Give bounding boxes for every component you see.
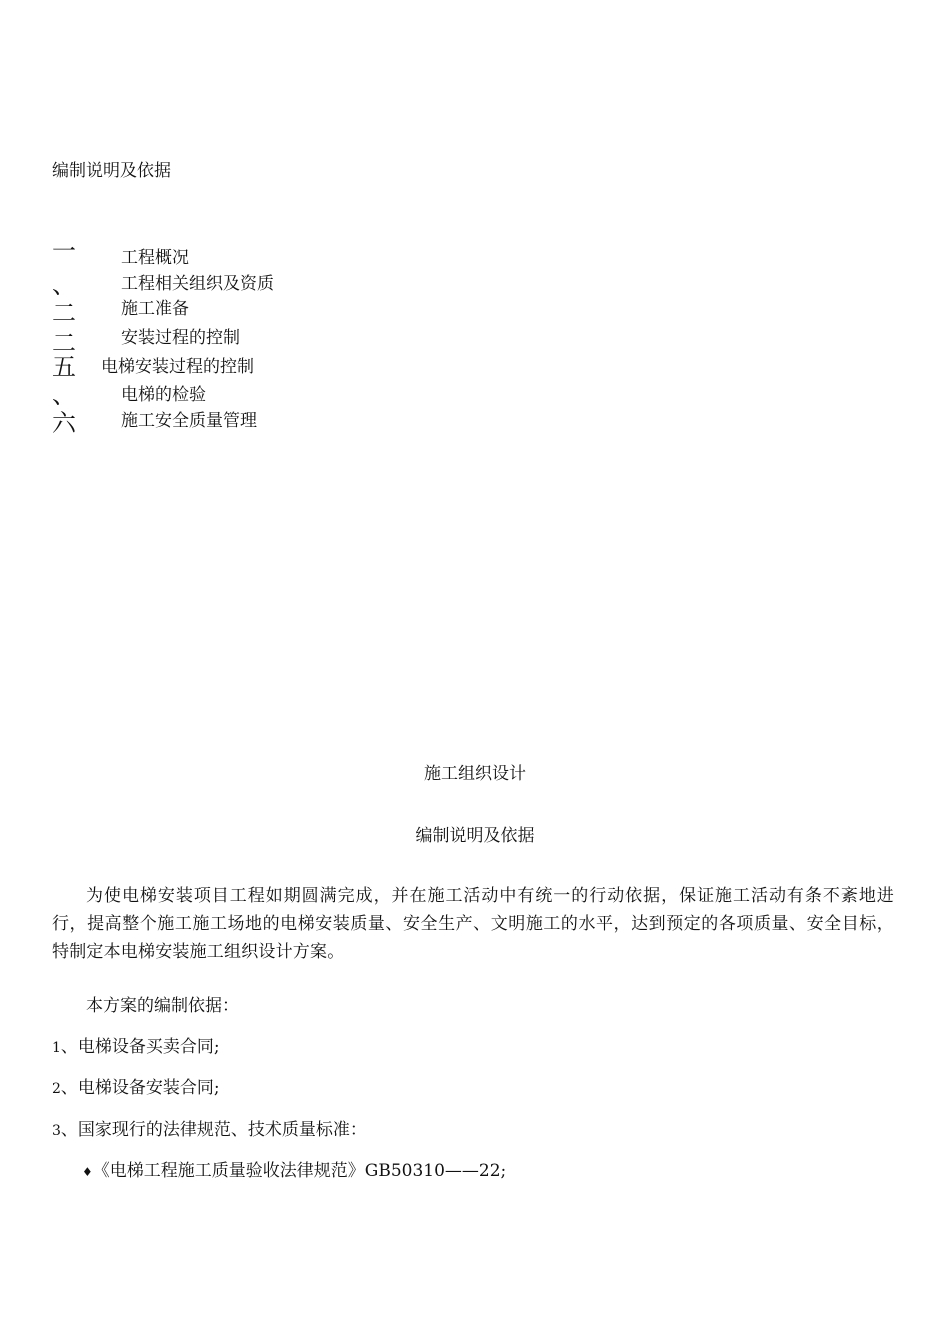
toc-heading: 编制说明及依据 [52, 161, 171, 181]
toc-separator-2: 、 [52, 381, 76, 409]
basis-text: 、电梯设备安装合同; [60, 1078, 220, 1098]
toc-numeral-2: 二 [52, 299, 76, 327]
toc-numeral-3: 二 [52, 329, 76, 357]
toc-separator-1: 、 [52, 271, 76, 299]
toc-item: 工程相关组织及资质 [121, 274, 274, 294]
toc-item: 工程概况 [121, 248, 189, 268]
toc-item: 电梯安装过程的控制 [101, 357, 254, 377]
intro-paragraph: 为使电梯安装项目工程如期圆满完成，并在施工活动中有统一的行动依据，保证施工活动有条不紊地进行，提高整个施工施工场地的电梯安装质量、安全生产、文明施工的水平，达到预定的各项质量、安全目标，特制定本电梯安装施工组织设计方案。 [52, 886, 894, 962]
basis-text: 、国家现行的法律规范、技术质量标准： [60, 1120, 367, 1140]
toc-numeral-5: 五 [52, 353, 76, 381]
document-subtitle: 编制说明及依据 [415, 826, 535, 846]
basis-number: 3 [52, 1123, 61, 1139]
basis-item-2 [52, 1077, 220, 1100]
basis-number: 1 [52, 1040, 61, 1056]
basis-item-3 [52, 1119, 367, 1142]
toc-numeral-1: 一 [52, 237, 76, 265]
toc-item: 安装过程的控制 [121, 328, 240, 348]
basis-number: 2 [52, 1081, 61, 1097]
document-title: 施工组织设计 [424, 764, 526, 784]
diamond-bullet-icon: ♦ [82, 1165, 93, 1179]
basis-intro: 本方案的编制依据： [86, 996, 239, 1016]
toc-item: 施工安全质量管理 [121, 411, 257, 431]
standard-text: 《电梯工程施工质量验收法律规范》GB50310——22; [92, 1161, 507, 1181]
basis-item-1 [52, 1036, 220, 1059]
toc-item: 电梯的检验 [121, 385, 206, 405]
toc-item: 施工准备 [121, 299, 189, 319]
basis-text: 、电梯设备买卖合同; [60, 1037, 220, 1057]
toc-numeral-6: 六 [52, 409, 76, 437]
standard-item [82, 1160, 506, 1183]
